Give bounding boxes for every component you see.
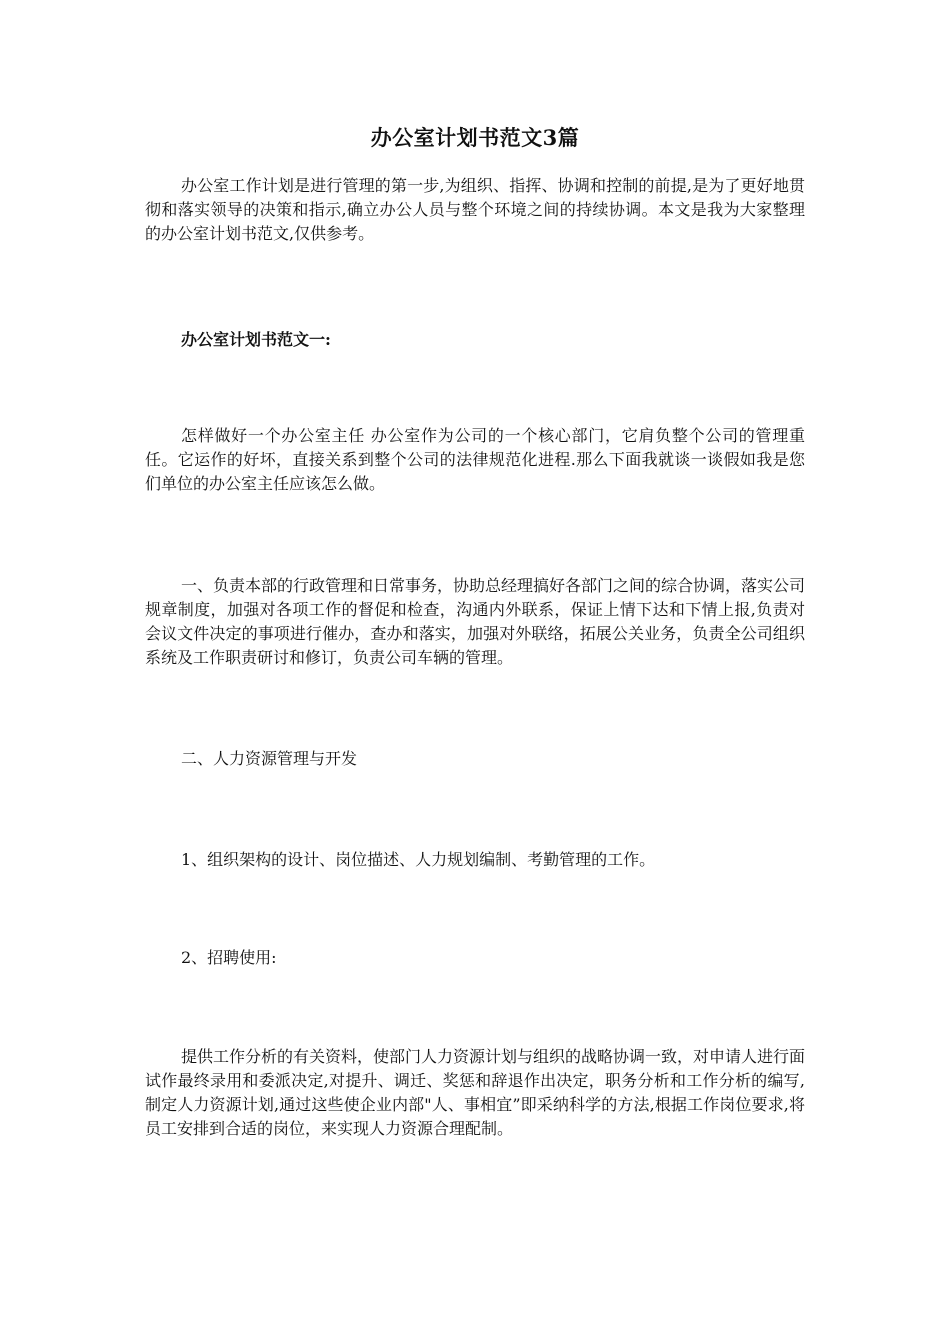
hr-section-heading: 二、人力资源管理与开发 [181,749,358,768]
intro-paragraph: 办公室工作计划是进行管理的第一步,为组织、指挥、协调和控制的前提,是为了更好地贯彻和落实领导的决策和指示,确立办公人员与整个环境之间的持续协调。本文是我为大家整理的办公室计划书范文,仅供参考。 [145,176,805,243]
admin-duties-paragraph: 一、负责本部的行政管理和日常事务，协助总经理搞好各部门之间的综合协调，落实公司规章制度，加强对各项工作的督促和检查，沟通内外联系，保证上情下达和下情上报,负责对会议文件决定的事项进行催办，查办和落实，加强对外联络，拓展公关业务，负责全公司组织系统及工作职责研讨和修订，负责公司车辆的管理。 [145,576,806,667]
section-heading-1: 办公室计划书范文一: [181,330,331,349]
hr-item-2: 2、招聘使用: [181,948,277,967]
hr-item-1: 1、组织架构的设计、岗位描述、人力规划编制、考勤管理的工作。 [181,850,656,869]
office-director-paragraph: 怎样做好一个办公室主任 办公室作为公司的一个核心部门，它肩负整个公司的管理重任。它运作的好坏，直接关系到整个公司的法律规范化进程.那么下面我就谈一谈假如我是您们单位的办公室主任应该怎么做。 [145,426,805,493]
recruitment-paragraph: 提供工作分析的有关资料，使部门人力资源计划与组织的战略协调一致，对申请人进行面试作最终录用和委派决定,对提升、调迁、奖惩和辞退作出决定，职务分析和工作分析的编写,制定人力资源计划,通过这些使企业内部"人、事相宜”即采纳科学的方法,根据工作岗位要求,将员工安排到合适的岗位，来实现人力资源合理配制。 [145,1047,806,1138]
document-title: 办公室计划书范文3篇 [370,125,580,150]
